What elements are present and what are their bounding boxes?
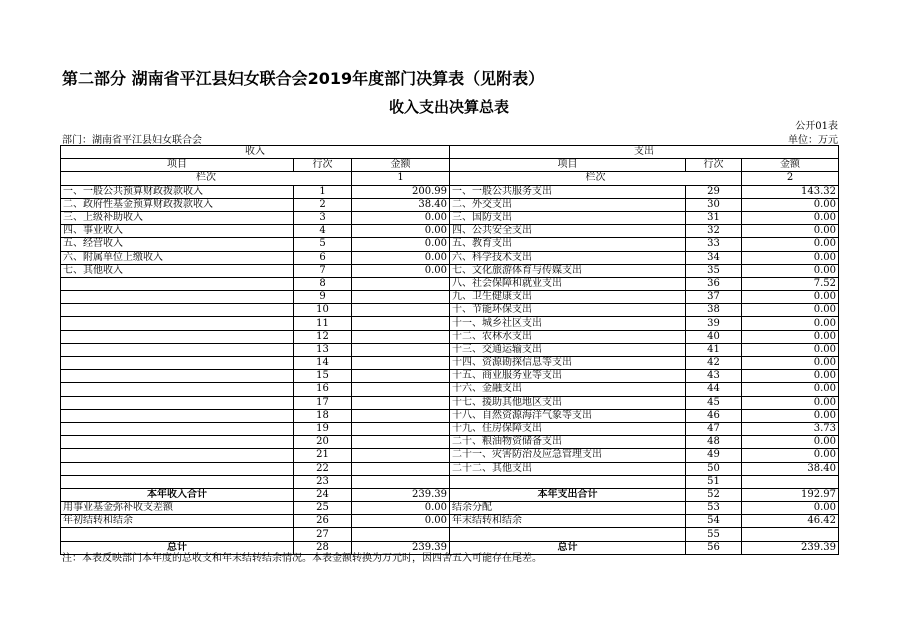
expense-line-cell: 43 (686, 370, 742, 383)
expense-item-cell: 六、科学技术支出 (450, 251, 686, 264)
table-row (61, 436, 839, 449)
income-item-cell (61, 475, 294, 488)
income-amount-cell (352, 422, 450, 435)
table-title: 收入支出决算总表 (388, 98, 509, 116)
income-item-cell (61, 528, 294, 541)
income-expense-table (60, 145, 839, 555)
income-item-cell: 三、上级补助收入 (61, 211, 294, 224)
income-line-cell: 8 (294, 277, 352, 290)
expense-line-header: 行次 (686, 159, 742, 172)
income-item-cell (61, 304, 294, 317)
expense-line-cell: 47 (686, 422, 742, 435)
expense-amount-cell: 0.00 (742, 291, 839, 304)
table-row (61, 317, 839, 330)
income-amount-cell: 38.40 (352, 198, 450, 211)
income-item-cell: 本年收入合计 (61, 488, 294, 501)
income-amount-cell: 0.00 (352, 225, 450, 238)
expense-line-cell: 56 (686, 541, 742, 554)
table-row (61, 502, 839, 515)
expense-amount-cell: 0.00 (742, 211, 839, 224)
expense-line-cell: 40 (686, 330, 742, 343)
expense-item-cell: 二十二、其他支出 (450, 462, 686, 475)
table-row (61, 462, 839, 475)
income-item-cell: 一、一般公共预算财政拨款收入 (61, 185, 294, 198)
income-line-cell: 20 (294, 436, 352, 449)
expense-amount-cell: 7.52 (742, 277, 839, 290)
expense-item-cell: 二十一、灾害防治及应急管理支出 (450, 449, 686, 462)
expense-line-cell: 33 (686, 238, 742, 251)
income-item-cell (61, 330, 294, 343)
expense-item-cell: 十四、资源勘探信息等支出 (450, 357, 686, 370)
expense-item-cell (450, 475, 686, 488)
income-line-cell: 24 (294, 488, 352, 501)
expense-amount-cell: 0.00 (742, 317, 839, 330)
income-item-cell (61, 383, 294, 396)
expense-amount-cell (742, 528, 839, 541)
expense-line-cell: 46 (686, 409, 742, 422)
income-amount-cell (352, 304, 450, 317)
income-line-header: 行次 (294, 159, 352, 172)
unit-label: 单位：万元 (788, 135, 838, 146)
table-row (61, 383, 839, 396)
expense-item-cell: 三、国防支出 (450, 211, 686, 224)
expense-line-cell: 32 (686, 225, 742, 238)
income-item-cell: 六、附属单位上缴收入 (61, 251, 294, 264)
table-row (61, 211, 839, 224)
table-row (61, 225, 839, 238)
table-row (61, 409, 839, 422)
income-amount-cell (352, 383, 450, 396)
expense-amount-cell: 46.42 (742, 515, 839, 528)
income-amount-cell: 0.00 (352, 515, 450, 528)
expense-item-cell: 十七、援助其他地区支出 (450, 396, 686, 409)
income-line-cell: 21 (294, 449, 352, 462)
expense-line-cell: 34 (686, 251, 742, 264)
form-number: 公开01表 (795, 121, 838, 132)
table-row (61, 330, 839, 343)
expense-line-cell: 45 (686, 396, 742, 409)
income-amount-cell: 0.00 (352, 238, 450, 251)
expense-item-cell: 结余分配 (450, 502, 686, 515)
expense-line-cell: 37 (686, 291, 742, 304)
expense-amount-cell: 0.00 (742, 370, 839, 383)
expense-amount-cell: 0.00 (742, 330, 839, 343)
expense-item-cell: 十三、交通运输支出 (450, 343, 686, 356)
income-line-cell: 22 (294, 462, 352, 475)
income-amount-header: 金额 (352, 159, 450, 172)
table-body (61, 185, 839, 554)
department-label: 部门：湖南省平江县妇女联合会 (62, 135, 202, 146)
table-row (61, 291, 839, 304)
expense-amount-header: 金额 (742, 159, 839, 172)
income-line-cell: 25 (294, 502, 352, 515)
table-row (61, 515, 839, 528)
table-row (61, 422, 839, 435)
expense-amount-cell: 3.73 (742, 422, 839, 435)
income-line-cell: 23 (294, 475, 352, 488)
expense-item-cell: 十二、农林水支出 (450, 330, 686, 343)
income-amount-cell (352, 343, 450, 356)
income-item-header: 项目 (61, 159, 294, 172)
income-amount-cell (352, 436, 450, 449)
income-item-cell: 五、经营收入 (61, 238, 294, 251)
table-row (61, 198, 839, 211)
expense-item-cell: 一、一般公共服务支出 (450, 185, 686, 198)
income-item-cell: 七、其他收入 (61, 264, 294, 277)
income-line-cell: 9 (294, 291, 352, 304)
expense-amount-cell: 0.00 (742, 238, 839, 251)
income-amount-cell: 200.99 (352, 185, 450, 198)
expense-line-cell: 35 (686, 264, 742, 277)
income-amount-cell (352, 475, 450, 488)
expense-item-cell: 十八、自然资源海洋气象等支出 (450, 409, 686, 422)
expense-amount-cell: 0.00 (742, 343, 839, 356)
expense-line-cell: 52 (686, 488, 742, 501)
expense-item-cell: 十五、商业服务业等支出 (450, 370, 686, 383)
income-line-cell: 17 (294, 396, 352, 409)
table-row (61, 528, 839, 541)
footnote: 注：本表反映部门本年度的总收支和年末结转结余情况。本表金额转换为万元时，因四舍五入可能存在尾差。 (62, 553, 542, 564)
income-item-cell (61, 409, 294, 422)
expense-amount-cell: 0.00 (742, 409, 839, 422)
income-amount-cell (352, 277, 450, 290)
income-line-cell: 16 (294, 383, 352, 396)
expense-amount-cell: 38.40 (742, 462, 839, 475)
income-line-cell: 5 (294, 238, 352, 251)
expense-item-cell: 总计 (450, 541, 686, 554)
expense-item-cell: 二、外交支出 (450, 198, 686, 211)
expense-item-cell: 二十、粮油物资储备支出 (450, 436, 686, 449)
income-line-cell: 12 (294, 330, 352, 343)
expense-amount-cell: 0.00 (742, 383, 839, 396)
table-row (61, 238, 839, 251)
income-item-cell (61, 436, 294, 449)
income-item-cell: 年初结转和结余 (61, 515, 294, 528)
expense-item-cell (450, 528, 686, 541)
income-amount-cell (352, 370, 450, 383)
expense-amount-cell: 239.39 (742, 541, 839, 554)
table-row (61, 449, 839, 462)
income-amount-cell: 0.00 (352, 264, 450, 277)
income-amount-cell: 0.00 (352, 211, 450, 224)
table-row (61, 343, 839, 356)
income-item-cell: 用事业基金弥补收支差额 (61, 502, 294, 515)
income-item-cell (61, 422, 294, 435)
expense-line-cell: 44 (686, 383, 742, 396)
page-title: 第二部分 湖南省平江县妇女联合会2019年度部门决算表（见附表） (62, 69, 545, 88)
expense-line-cell: 51 (686, 475, 742, 488)
expense-header: 支出 (450, 146, 839, 159)
table-row (61, 264, 839, 277)
expense-line-cell: 38 (686, 304, 742, 317)
income-amount-cell: 0.00 (352, 251, 450, 264)
expense-amount-cell: 143.32 (742, 185, 839, 198)
income-item-cell (61, 343, 294, 356)
expense-amount-cell: 0.00 (742, 449, 839, 462)
income-item-cell (61, 277, 294, 290)
expense-col-label: 栏次 (450, 172, 742, 185)
expense-item-cell: 八、社会保障和就业支出 (450, 277, 686, 290)
income-item-cell: 四、事业收入 (61, 225, 294, 238)
income-line-cell: 14 (294, 357, 352, 370)
expense-line-cell: 53 (686, 502, 742, 515)
income-item-cell (61, 317, 294, 330)
income-line-cell: 15 (294, 370, 352, 383)
expense-amount-cell: 0.00 (742, 304, 839, 317)
table-row (61, 277, 839, 290)
expense-amount-cell: 0.00 (742, 396, 839, 409)
income-amount-cell (352, 528, 450, 541)
table-row (61, 475, 839, 488)
expense-line-cell: 36 (686, 277, 742, 290)
income-line-cell: 4 (294, 225, 352, 238)
expense-line-cell: 39 (686, 317, 742, 330)
income-line-cell: 2 (294, 198, 352, 211)
expense-item-cell: 五、教育支出 (450, 238, 686, 251)
income-line-cell: 13 (294, 343, 352, 356)
expense-line-cell: 42 (686, 357, 742, 370)
expense-amount-cell: 0.00 (742, 264, 839, 277)
income-amount-cell (352, 409, 450, 422)
expense-item-cell: 十、节能环保支出 (450, 304, 686, 317)
income-col-label: 栏次 (61, 172, 352, 185)
income-line-cell: 11 (294, 317, 352, 330)
expense-item-cell: 九、卫生健康支出 (450, 291, 686, 304)
income-amount-cell (352, 449, 450, 462)
income-col-number: 1 (352, 172, 450, 185)
expense-amount-cell: 0.00 (742, 225, 839, 238)
expense-line-cell: 55 (686, 528, 742, 541)
table-row (61, 396, 839, 409)
income-header: 收入 (61, 146, 450, 159)
income-line-cell: 1 (294, 185, 352, 198)
expense-item-cell: 四、公共安全支出 (450, 225, 686, 238)
table-row (61, 251, 839, 264)
table-row (61, 370, 839, 383)
expense-line-cell: 50 (686, 462, 742, 475)
income-amount-cell (352, 462, 450, 475)
income-line-cell: 7 (294, 264, 352, 277)
expense-amount-cell: 0.00 (742, 436, 839, 449)
income-line-cell: 26 (294, 515, 352, 528)
income-amount-cell: 0.00 (352, 502, 450, 515)
expense-item-cell: 年末结转和结余 (450, 515, 686, 528)
income-item-cell (61, 449, 294, 462)
income-amount-cell (352, 291, 450, 304)
table-row (61, 357, 839, 370)
expense-amount-cell (742, 475, 839, 488)
table-row (61, 185, 839, 198)
income-item-cell (61, 396, 294, 409)
expense-item-cell: 十九、住房保障支出 (450, 422, 686, 435)
income-item-cell: 总计 (61, 541, 294, 554)
income-amount-cell: 239.39 (352, 541, 450, 554)
expense-amount-cell: 0.00 (742, 198, 839, 211)
expense-line-cell: 48 (686, 436, 742, 449)
expense-line-cell: 29 (686, 185, 742, 198)
income-item-cell (61, 357, 294, 370)
expense-item-header: 项目 (450, 159, 686, 172)
income-line-cell: 3 (294, 211, 352, 224)
income-line-cell: 18 (294, 409, 352, 422)
expense-line-cell: 41 (686, 343, 742, 356)
income-line-cell: 10 (294, 304, 352, 317)
income-item-cell (61, 462, 294, 475)
income-item-cell (61, 291, 294, 304)
expense-amount-cell: 0.00 (742, 357, 839, 370)
income-amount-cell (352, 396, 450, 409)
income-amount-cell (352, 317, 450, 330)
expense-item-cell: 十一、城乡社区支出 (450, 317, 686, 330)
expense-amount-cell: 192.97 (742, 488, 839, 501)
income-line-cell: 27 (294, 528, 352, 541)
income-amount-cell (352, 357, 450, 370)
expense-line-cell: 49 (686, 449, 742, 462)
expense-item-cell: 十六、金融支出 (450, 383, 686, 396)
table-row (61, 488, 839, 501)
income-amount-cell (352, 330, 450, 343)
expense-col-number: 2 (742, 172, 839, 185)
expense-line-cell: 54 (686, 515, 742, 528)
income-line-cell: 6 (294, 251, 352, 264)
income-item-cell (61, 370, 294, 383)
income-line-cell: 19 (294, 422, 352, 435)
expense-amount-cell: 0.00 (742, 502, 839, 515)
expense-line-cell: 31 (686, 211, 742, 224)
expense-line-cell: 30 (686, 198, 742, 211)
expense-amount-cell: 0.00 (742, 251, 839, 264)
table-row (61, 304, 839, 317)
income-amount-cell: 239.39 (352, 488, 450, 501)
expense-item-cell: 七、文化旅游体育与传媒支出 (450, 264, 686, 277)
expense-item-cell: 本年支出合计 (450, 488, 686, 501)
income-line-cell: 28 (294, 541, 352, 554)
income-item-cell: 二、政府性基金预算财政拨款收入 (61, 198, 294, 211)
